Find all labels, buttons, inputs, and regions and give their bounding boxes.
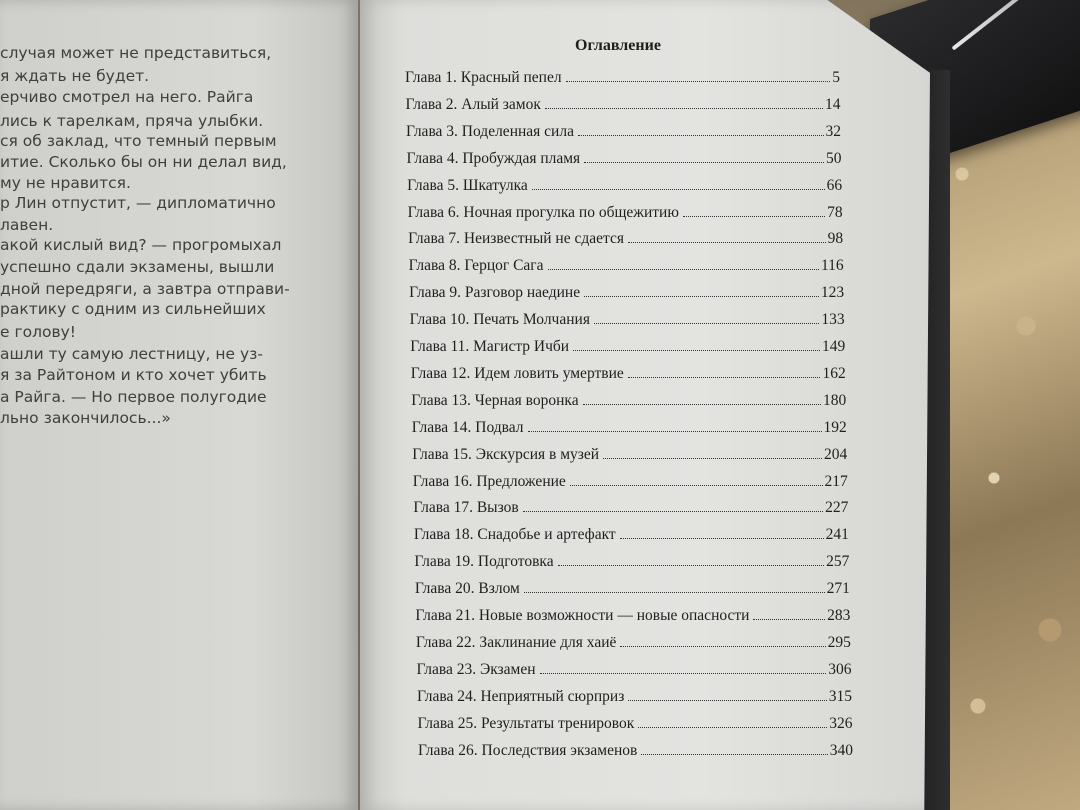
toc-entry-page-number: 227 [825,499,849,517]
toc-entry-label: Глава 8. Герцог Сага [408,257,544,275]
toc-entry-page-number: 66 [826,176,843,194]
toc-dot-leader [603,458,822,459]
toc-entry-label: Глава 21. Новые возможности — новые опасности [415,607,750,624]
left-page-line-text: итие. Сколько бы он ни делал вид, [0,153,287,171]
toc-dot-leader [620,646,825,647]
toc-dot-leader [628,242,826,243]
toc-entry-page-number: 14 [825,95,841,113]
left-page-line [0,132,300,150]
toc-entry-label: Глава 25. Результаты тренировок [417,714,635,732]
toc-entry-page-number: 340 [829,741,853,759]
toc-dot-leader [532,189,825,190]
toc-entry [408,204,843,222]
toc-entry-label: Глава 23. Экзамен [416,660,536,678]
left-page-line [0,174,300,192]
toc-title: Оглавление [575,37,661,54]
toc-entry [414,553,849,571]
toc-dot-leader [583,404,821,405]
toc-entry [415,607,850,625]
toc-dot-leader [573,350,820,351]
toc-entry-label: Глава 2. Алый замок [405,95,541,113]
left-page-line-text: случая может не представиться, [0,44,272,62]
toc-dot-leader [540,673,827,674]
toc-entry-page-number: 32 [825,122,842,140]
toc-entry-label: Глава 24. Неприятный сюрприз [416,687,625,705]
toc-entry-label: Глава 12. Идем ловить умертвие [410,364,624,382]
left-page-line [0,216,300,234]
toc-entry-label: Глава 14. Подвал [411,418,524,436]
left-page-line [0,112,300,130]
left-page-line-text: му не нравится. [0,174,131,192]
toc-dot-leader [620,538,824,539]
toc-entry-page-number: 50 [826,149,842,167]
toc-dot-leader [578,135,824,136]
left-page-line-text: лавен. [0,216,54,234]
left-page-line [0,88,300,106]
toc-entry [412,419,847,437]
toc-entry-label: Глава 26. Последствия экзаменов [418,741,638,759]
toc-entry-label: Глава 3. Поделенная сила [406,122,574,140]
toc-entry [405,69,840,87]
toc-entry [416,634,851,652]
left-page-line-text: лись к тарелкам, пряча улыбки. [0,112,264,130]
toc-dot-leader [584,296,819,297]
left-page-line-text: дной передряги, а завтра отправи- [0,280,290,298]
toc-entry-label: Глава 18. Снадобье и артефакт [413,526,616,544]
toc-entry-label: Глава 1. Красный пепел [405,69,562,86]
left-page-line [0,44,300,62]
toc-entry [407,150,842,168]
toc-dot-leader [548,269,819,270]
toc-entry-page-number: 192 [823,418,847,436]
left-page-line-text: я ждать не будет. [0,67,150,85]
toc-entry-label: Глава 13. Черная воронка [411,391,579,409]
toc-entry [409,257,844,275]
toc-entry-label: Глава 11. Магистр Ичби [410,338,570,355]
left-page-line [0,366,300,384]
toc-entry-label: Глава 7. Неизвестный не сдается [408,230,624,248]
toc-entry [414,526,849,544]
left-page-line-text: льно закончилось...» [0,409,171,427]
toc-entry-page-number: 116 [820,257,844,275]
toc-dot-leader [584,162,824,163]
left-page-line [0,236,300,254]
left-page-line [0,345,300,363]
left-page-line-text: акой кислый вид? — прогромыхал [0,236,282,254]
toc-dot-leader [545,108,823,109]
left-page-line-text: ашли ту самую лестницу, не уз- [0,345,263,363]
toc-entry-label: Глава 22. Заклинание для хаиё [415,633,617,651]
toc-entry [413,499,848,517]
toc-entry-page-number: 241 [825,526,849,544]
toc-entry-page-number: 295 [827,633,851,651]
toc-entry [411,392,846,410]
toc-entry-page-number: 162 [822,364,846,382]
toc-entry-page-number: 283 [827,607,851,624]
toc-entry-page-number: 271 [826,580,850,598]
toc-dot-leader [628,377,821,378]
left-page-line [0,300,300,318]
left-page-line [0,67,300,85]
toc-entry [417,715,852,733]
marble-countertop [930,60,1080,810]
left-page-line [0,153,300,171]
toc-dot-leader [641,754,827,755]
toc-entry-label: Глава 15. Экскурсия в музей [412,445,600,463]
toc-entry [409,284,844,302]
toc-entry [406,96,841,114]
toc-dot-leader [528,431,822,432]
toc-entry [417,688,852,706]
toc-entry-page-number: 133 [821,311,845,329]
toc-entry-page-number: 78 [827,203,843,221]
toc-entry-page-number: 257 [826,553,850,571]
left-page-line [0,388,300,406]
toc-entry-page-number: 123 [820,284,845,302]
toc-entry [410,311,845,329]
left-page-line [0,194,300,212]
toc-entry [410,338,845,356]
toc-entry-label: Глава 9. Разговор наедине [409,284,581,302]
toc-entry [407,177,842,195]
toc-dot-leader [753,619,825,620]
toc-dot-leader [628,700,826,701]
left-page-line [0,409,300,427]
toc-entry-page-number: 306 [828,660,852,678]
toc-dot-leader [524,592,825,593]
left-page-line [0,323,300,341]
toc-entry [411,365,846,383]
toc-entry-page-number: 5 [832,69,840,86]
toc-dot-leader [558,565,825,566]
toc-entry-page-number: 315 [828,687,852,705]
left-page-line-text: успешно сдали экзамены, вышли [0,258,275,276]
toc-dot-leader [570,485,823,486]
toc-dot-leader [566,81,831,82]
left-page-line-text: ерчиво смотрел на него. Райга [0,88,254,106]
toc-entry [406,123,841,141]
toc-entry-label: Глава 4. Пробуждая пламя [406,149,581,167]
toc-entry-label: Глава 19. Подготовка [414,553,554,571]
toc-dot-leader [594,323,819,324]
left-page-line-text: ся об заклад, что темный первым [0,132,277,150]
toc-entry [413,473,848,491]
toc-dot-leader [523,511,823,512]
toc-entry-label: Глава 20. Взлом [414,580,520,598]
toc-entry-label: Глава 6. Ночная прогулка по общежитию [407,203,679,221]
toc-entry-page-number: 98 [827,230,844,248]
left-page [0,0,358,810]
toc-entry-label: Глава 5. Шкатулка [407,176,528,194]
toc-entry-page-number: 326 [829,714,853,732]
toc-entry [418,742,853,760]
toc-entry [408,230,843,248]
toc-entry [415,580,850,598]
left-page-line-text: а Райга. — Но первое полугодие [0,388,267,406]
toc-entry-page-number: 180 [822,391,847,409]
toc-dot-leader [683,216,825,217]
toc-entry-page-number: 204 [824,445,848,463]
left-page-line-text: рактику с одним из сильнейших [0,300,266,318]
left-page-line [0,280,300,298]
toc-entry-label: Глава 17. Вызов [413,499,519,517]
toc-dot-leader [638,727,827,728]
left-page-line [0,258,300,276]
toc-entry-page-number: 217 [824,472,848,490]
toc-entry [412,446,847,464]
left-page-line-text: е голову! [0,323,77,341]
left-page-line-text: я за Райтоном и кто хочет убить [0,366,267,384]
toc-entry-label: Глава 10. Печать Молчания [409,311,590,329]
left-page-line-text: р Лин отпустит, — дипломатично [0,194,276,212]
toc-entry-label: Глава 16. Предложение [412,472,566,490]
toc-entry [416,661,851,679]
toc-entry-page-number: 149 [821,338,846,355]
